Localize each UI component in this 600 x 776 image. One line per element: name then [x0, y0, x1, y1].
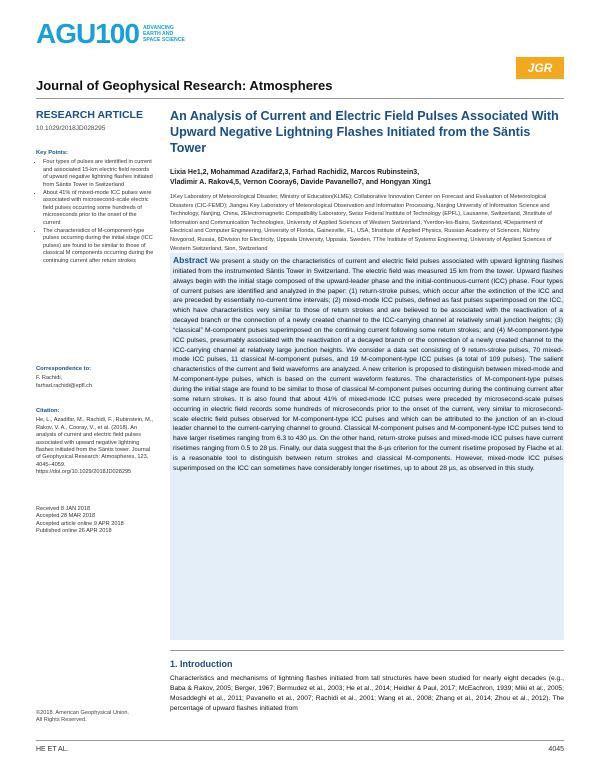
- history-dates: [36, 506, 154, 536]
- section-heading: 1. Introduction: [170, 659, 233, 669]
- authors-line: Vladimir A. Rakov4,5, Vernon Cooray6, Davide Pavanello7, and Hongyan Xing1: [170, 179, 432, 186]
- citation: [36, 408, 154, 477]
- key-point: • The characteristics of M-component-type pulses occurring during the initial stage (ICC pulses) are found to be similar to those of classical M components occurring during the continuing current after return strokes: [43, 228, 154, 265]
- key-point: • About 41% of mixed-mode ICC pulses were associated with microsecond-scale electric field pulses occurring some hundreds of microseconds prior to the onset of the current: [43, 190, 154, 227]
- jgr-badge: JGR: [516, 57, 564, 79]
- copyright: ©2018. American Geophysical Union. All Rights Reserved.: [36, 710, 130, 724]
- abstract-heading: Abstract: [173, 255, 208, 265]
- journal-title: Journal of Geophysical Research: Atmospheres: [36, 78, 333, 93]
- authors-line: Lixia He1,2, Mohammad Azadifar2,3, Farhad Rachidi2, Marcos Rubinstein3,: [170, 169, 420, 176]
- logo-tagline: ADVANCING EARTH AND SPACE SCIENCE: [142, 25, 185, 43]
- received-date: Received 8 JAN 2018: [36, 506, 91, 512]
- key-point: • Four types of pulses are identified in current and associated 15-km electric field records of upward negative lightning flashes initiated from Säntis Tower in Switzerland: [43, 159, 154, 189]
- key-points-heading: Key Points:: [36, 150, 68, 156]
- key-points: [36, 150, 154, 266]
- citation-text: He, L., Azadifar, M., Rachidi, F., Rubinstein, M., Rakov, V. A., Cooray, V., et al. (2018). An analysis of current and electric field pulses associated with upward negative lightning flashes initiated from the Säntis tower. Journal of Geophysical Research: Atmospheres, 123, 4045–4059. https://doi.org/10.1029/2018JD028295: [36, 417, 153, 476]
- author-list: [170, 168, 564, 188]
- abstract: [173, 256, 563, 474]
- article-title: An Analysis of Current and Electric Field Pulses Associated With Upward Negative Lightning Flashes Initiated from the Säntis Tower: [170, 109, 559, 155]
- page-number: 4045: [548, 746, 564, 753]
- accepted-online-date: Accepted article online 9 APR 2018: [36, 520, 124, 527]
- intro-text: Characteristics and mechanisms of lightning flashes initiated from tall structures have been studied for nearly eight decades (e.g., Baba & Rakov, 2005; Berger, 1967; Bermudez et al., 2003; He et al., 2014; Heidler & Paul, 2017; McEachron, 1939; Miki et al., 2005; Mosaddeghi et al., 2011; Pavanello et al., 2007; Rachidi et al., 2001; Wang et al., 2008; Zhang et al., 2014; Zhou et al., 2012). The percentage of upward flashes initiated from: [170, 675, 564, 712]
- correspondence-email[interactable]: farhad.rachidi@epfl.ch: [36, 382, 93, 389]
- logo-text: AGU100: [36, 18, 139, 49]
- published-date: Published online 26 APR 2018: [36, 528, 112, 535]
- correspondence-heading: Correspondence to:: [36, 366, 92, 372]
- header-divider: [36, 98, 564, 99]
- section-divider: [170, 650, 564, 651]
- correspondence-name: F. Rachidi,: [36, 375, 63, 382]
- abstract-text: We present a study on the characteristics of current and electric field pulses associated with upward lightning flashes initiated from the instrumented Säntis Tower in Switzerland. The electric field was measured 15 km from the tower. Upward flashes always begin with the initial stage composed of the upward-leader phase and the initial-continuous-current (ICC) phase. Four types of current pulses are identified and analyzed in the paper: (1) return-stroke pulses, which occur after the extinction of the ICC and are preceded by essentially no-current time intervals; (2) mixed-mode ICC pulses, defined as fast pulses superimposed on the ICC, which have characteristics very similar to those of return strokes and are believed to be associated with the reactivation of a decayed branch or the connection of a newly created channel to the ICC-carrying channel at relatively small junction heights; (3) “classical” M-component pulses superimposed on the continuing current following some return strokes; and (4) M-component-type ICC pulses, presumably associated with the reactivation of a decayed branch or the connection of a newly created channel to the ICC-carrying channel at relatively large junction heights. We consider a data set consisting of 9 return-stroke pulses, 70 mixed-mode ICC pulses, 11 classical M-component pulses, and 19 M-component-type ICC pulses (a total of 109 pulses). The salient characteristics of the current and field waveforms are analyzed. A new criterion is proposed to distinguish between mixed-mode and M-component-type pulses, which is based on the current waveform features. The characteristics of M-component-type pulses during the initial stage are found to be similar to those of classical M-component pulses occurring during the continuing current after some return strokes. It is also found that about 41% of mixed-mode ICC pulses were preceded by microsecond-scale pulses occurring in electric field records some hundreds of microseconds prior to the onset of the current, very similar to microsecond-scale electric field pulses observed for M-component-type ICC pulses and which can be attributed to the junction of an in-cloud leader channel to the current-carrying channel to ground. Classical M-component pulses and M-component-type ICC pulses tend to have larger risetimes ranging from 6.3 to 430 µs. On the other hand, return-stroke pulses and mixed-mode ICC pulses have current risetimes ranging from 0.5 to 28 µs. Finally, our data suggest that the 8-µs criterion for the current risetime proposed by Flache et al. is a reasonable tool to distinguish between return strokes and classical M-components. However, mixed-mode ICC pulses superimposed on the ICC can sometimes have considerably longer risetimes, up to about 28 µs, as observed in this study.: [173, 258, 563, 472]
- agu-logo: [36, 14, 185, 54]
- doi-link[interactable]: 10.1029/2018JD028295: [36, 125, 106, 132]
- footer-authors: HE ET AL.: [36, 746, 69, 753]
- citation-heading: Citation:: [36, 408, 60, 414]
- correspondence: [36, 366, 154, 390]
- affiliations: 1Key Laboratory of Meteorological Disaster, Ministry of Education(KLME); Collaborative Innovation Center on Forecast and Evaluation of Meteorological Disasters (CIC-FEMD); Jiangsu Key Laboratory of Meteorological Observation and Information Processing, Nanjing University of Information Science and Technology, Nanjing, China, 2Electromagnetic Compatibility Laboratory, Swiss Federal Institute of Technology (EPFL), Lausanne, Switzerland, 3Institute of Information and Communication Technologies, University of Applied Sciences of Western Switzerland, Yverdon-les-Bains, Switzerland, 4Department of Electrical and Computer Engineering, University of Florida, Gainesville, FL, USA, 5Institute of Applied Physics, Russian Academy of Sciences, Nizhny Novgorod, Russia, 6Division for Electricity, Uppsala University, Uppsala, Sweden, 7The Institute of Systems Engineering, University of Applied Sciences of Western Switzerland, Sion, Switzerland: [170, 194, 552, 252]
- footer-divider: [36, 740, 564, 741]
- accepted-date: Accepted 28 MAR 2018: [36, 513, 96, 520]
- article-type: RESEARCH ARTICLE: [36, 109, 143, 121]
